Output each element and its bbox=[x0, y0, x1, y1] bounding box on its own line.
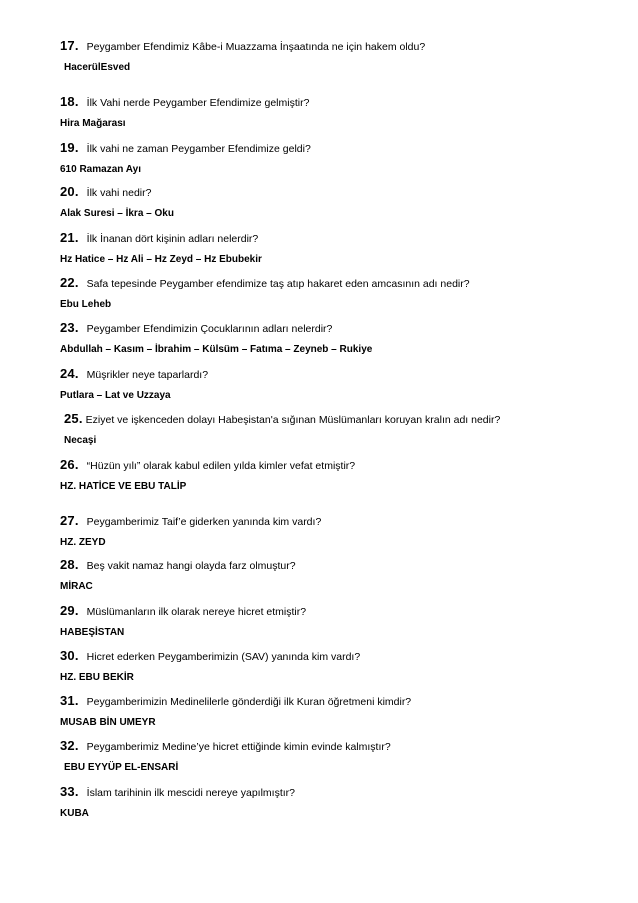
question-number: 27. bbox=[60, 513, 79, 528]
question-line bbox=[60, 320, 620, 338]
question-text: Peygamber Efendimizin Çocuklarının adları nelerdir? bbox=[86, 323, 333, 335]
question-line bbox=[60, 457, 620, 475]
answer-text: MİRAC bbox=[60, 581, 93, 592]
question-text: İlk vahi nedir? bbox=[86, 187, 152, 199]
question-text: İlk İnanan dört kişinin adları nelerdir? bbox=[86, 233, 259, 245]
answer-text: Hz Hatice – Hz Ali – Hz Zeyd – Hz Ebubekir bbox=[60, 254, 262, 265]
question-number: 18. bbox=[60, 94, 79, 109]
qa-item bbox=[60, 366, 620, 401]
question-number: 29. bbox=[60, 603, 79, 618]
question-number: 28. bbox=[60, 557, 79, 572]
question-number: 22. bbox=[60, 275, 79, 290]
question-line bbox=[60, 557, 620, 575]
question-text: İlk vahi ne zaman Peygamber Efendimize geldi? bbox=[86, 143, 311, 155]
qa-item bbox=[60, 784, 620, 819]
question-text: Peygamberimiz Medine’ye hicret ettiğinde kimin evinde kalmıştır? bbox=[86, 741, 391, 753]
question-line bbox=[60, 94, 620, 112]
question-number: 20. bbox=[60, 184, 79, 199]
question-line bbox=[60, 603, 620, 621]
qa-item bbox=[60, 230, 620, 265]
answer-text: KUBA bbox=[60, 808, 89, 819]
answer-text: Necaşi bbox=[64, 435, 97, 446]
question-text: Müslümanların ilk olarak nereye hicret etmiştir? bbox=[86, 606, 307, 618]
question-text: Peygamber Efendimiz Kâbe-i Muazzama İnşaatında ne için hakem oldu? bbox=[86, 41, 426, 53]
question-line bbox=[60, 230, 620, 248]
question-number: 30. bbox=[60, 648, 79, 663]
question-line bbox=[60, 275, 620, 293]
question-line bbox=[60, 693, 620, 711]
answer-text: EBU EYYÜP EL-ENSARİ bbox=[64, 762, 179, 773]
qa-item bbox=[60, 38, 620, 73]
qa-item bbox=[60, 738, 620, 773]
answer-text: HacerülEsved bbox=[64, 62, 131, 73]
answer-text: HZ. EBU BEKİR bbox=[60, 672, 134, 683]
answer-text: HABEŞİSTAN bbox=[60, 627, 125, 638]
question-line bbox=[60, 513, 620, 531]
question-line bbox=[64, 411, 624, 429]
qa-item bbox=[64, 411, 624, 446]
question-number: 21. bbox=[60, 230, 79, 245]
question-text: Eziyet ve işkenceden dolayı Habeşistan'a sığınan Müslümanları koruyan kralın adı nedir? bbox=[85, 414, 501, 426]
answer-text: HZ. HATİCE VE EBU TALİP bbox=[60, 481, 187, 492]
question-text: “Hüzün yılı” olarak kabul edilen yılda kimler vefat etmiştir? bbox=[86, 460, 356, 472]
question-number: 24. bbox=[60, 366, 79, 381]
qa-item bbox=[60, 320, 620, 355]
qa-item bbox=[60, 648, 620, 683]
answer-text: 610 Ramazan Ayı bbox=[60, 164, 141, 175]
qa-item bbox=[60, 184, 620, 219]
question-text: Hicret ederken Peygamberimizin (SAV) yanında kim vardı? bbox=[86, 651, 361, 663]
qa-item bbox=[60, 693, 620, 728]
answer-text: Hira Mağarası bbox=[60, 118, 126, 129]
answer-text: MUSAB BİN UMEYR bbox=[60, 717, 156, 728]
question-text: Beş vakit namaz hangi olayda farz olmuştur? bbox=[86, 560, 296, 572]
question-text: Peygamberimiz Taif’e giderken yanında kim vardı? bbox=[86, 516, 322, 528]
question-number: 17. bbox=[60, 38, 79, 53]
answer-text: HZ. ZEYD bbox=[60, 537, 106, 548]
qa-item bbox=[60, 140, 620, 175]
question-line bbox=[60, 140, 620, 158]
question-number: 25. bbox=[64, 411, 83, 426]
question-line bbox=[60, 784, 620, 802]
qa-item bbox=[60, 94, 620, 129]
answer-text: Ebu Leheb bbox=[60, 299, 112, 310]
question-text: İslam tarihinin ilk mescidi nereye yapılmıştır? bbox=[86, 787, 295, 799]
qa-item bbox=[60, 275, 620, 310]
question-line bbox=[60, 366, 620, 384]
answer-text: Abdullah – Kasım – İbrahim – Külsüm – Fatıma – Zeyneb – Rukiye bbox=[60, 344, 373, 355]
question-text: İlk Vahi nerde Peygamber Efendimize gelmiştir? bbox=[86, 97, 310, 109]
question-text: Safa tepesinde Peygamber efendimize taş atıp hakaret eden amcasının adı nedir? bbox=[86, 278, 470, 290]
question-number: 32. bbox=[60, 738, 79, 753]
question-line bbox=[60, 38, 620, 56]
question-number: 23. bbox=[60, 320, 79, 335]
qa-item bbox=[60, 513, 620, 548]
question-line bbox=[60, 738, 620, 756]
question-text: Peygamberimizin Medinelilerle gönderdiği ilk Kuran öğretmeni kimdir? bbox=[86, 696, 412, 708]
question-line bbox=[60, 184, 620, 202]
question-number: 19. bbox=[60, 140, 79, 155]
question-line bbox=[60, 648, 620, 666]
answer-text: Alak Suresi – İkra – Oku bbox=[60, 208, 174, 219]
question-number: 33. bbox=[60, 784, 79, 799]
question-text: Müşrikler neye taparlardı? bbox=[86, 369, 209, 381]
answer-text: Putlara – Lat ve Uzzaya bbox=[60, 390, 171, 401]
qa-item bbox=[60, 603, 620, 638]
question-number: 31. bbox=[60, 693, 79, 708]
question-number: 26. bbox=[60, 457, 79, 472]
qa-item bbox=[60, 457, 620, 492]
qa-item bbox=[60, 557, 620, 592]
